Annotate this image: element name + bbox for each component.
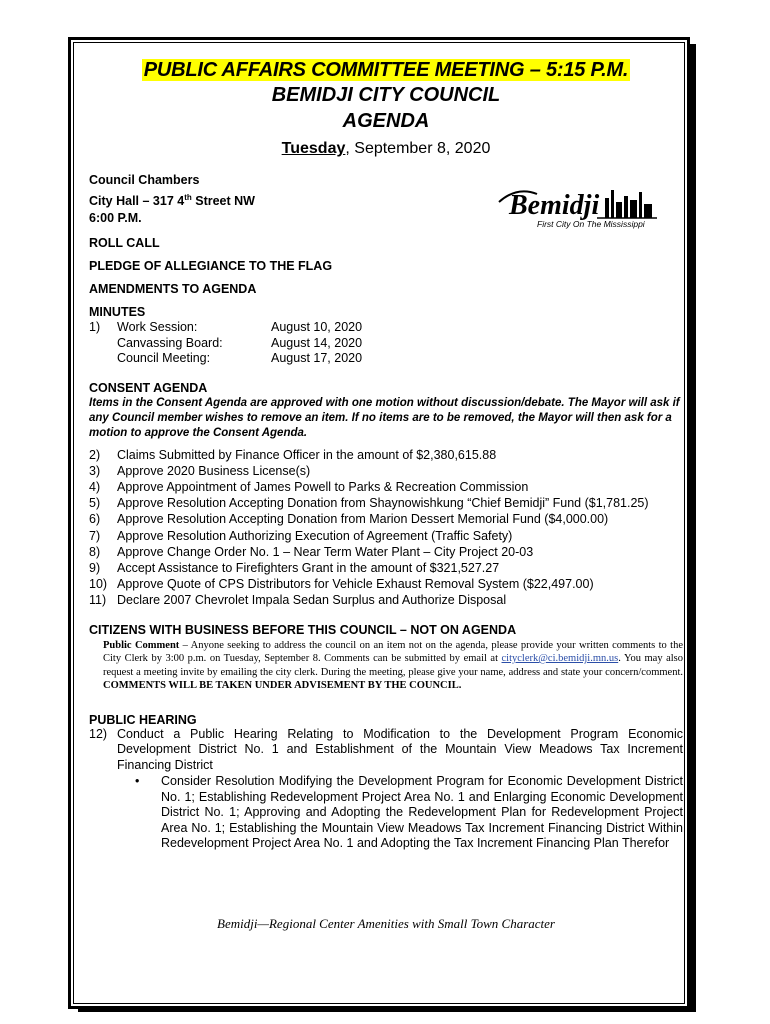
pledge-heading: PLEDGE OF ALLEGIANCE TO THE FLAG xyxy=(89,259,333,273)
item-text: Accept Assistance to Firefighters Grant in the amount of $321,527.27 xyxy=(117,560,500,575)
public-hearing-subitem xyxy=(133,774,683,852)
minutes-label: Canvassing Board: xyxy=(117,335,223,350)
citizens-heading: CITIZENS WITH BUSINESS BEFORE THIS COUNCIL – NOT ON AGENDA xyxy=(89,622,517,637)
public-comment-text-cont: . You may also request a meeting invite by emailing the city clerk. During the meeting, please give your name, address and state your concern/comment. xyxy=(103,653,684,678)
council-title: BEMIDJI CITY COUNCIL xyxy=(271,84,501,106)
list-item xyxy=(89,479,683,495)
item-number: 5) xyxy=(89,496,101,511)
list-item xyxy=(89,544,683,560)
public-hearing-item xyxy=(89,727,683,774)
item-number: 7) xyxy=(89,528,101,543)
advisement-notice: COMMENTS WILL BE TAKEN UNDER ADVISEMENT BY THE COUNCIL. xyxy=(103,680,462,692)
minutes-row xyxy=(89,320,683,336)
public-comment-label: Public Comment xyxy=(103,639,180,651)
item-number: 10) xyxy=(89,577,108,592)
list-item xyxy=(89,511,683,527)
meeting-date xyxy=(89,140,683,158)
citizens-description xyxy=(89,639,683,693)
item-text: Approve Quote of CPS Distributors for Vehicle Exhaust Removal System ($22,497.00) xyxy=(117,577,594,592)
location-time: 6:00 P.M. xyxy=(89,211,142,226)
minutes-row xyxy=(89,336,683,352)
minutes-list xyxy=(89,320,683,367)
item-text: Approve Resolution Accepting Donation from Shaynowishkung “Chief Bemidji” Fund ($1,781.25) xyxy=(117,496,649,511)
list-item xyxy=(89,576,683,592)
public-comment-text: – Anyone seeking to address the council on an item not on the agenda, please provide your written comments to the City Clerk by 3:00 p.m. on Tuesday, September 8. Comments can be submitted by email at xyxy=(103,639,683,665)
item-number: 2) xyxy=(89,447,101,462)
bemidji-logo xyxy=(497,180,662,230)
meeting-banner xyxy=(89,59,683,82)
minutes-label: Work Session: xyxy=(117,320,198,334)
meeting-day: Tuesday xyxy=(281,140,346,157)
item-number: 8) xyxy=(89,544,101,559)
minutes-date: August 10, 2020 xyxy=(271,320,363,334)
item-text: Conduct a Public Hearing Relating to Modification to the Development Program Economic Development District No. 1 and Establishment of the Mountain View Meadows Tax Increment Financing District xyxy=(117,726,683,772)
bullet-icon: • xyxy=(135,774,140,789)
location-block xyxy=(89,172,683,229)
item-text: Approve Appointment of James Powell to Parks & Recreation Commission xyxy=(117,479,529,494)
footer-tagline: Bemidji—Regional Center Amenities with Small Town Character xyxy=(217,916,555,931)
item-number: 9) xyxy=(89,560,101,575)
list-item xyxy=(89,528,683,544)
item-number: 4) xyxy=(89,479,101,494)
item-number: 6) xyxy=(89,512,101,527)
agenda-page xyxy=(89,55,683,852)
list-item xyxy=(89,592,683,608)
item-text: Claims Submitted by Finance Officer in the amount of $2,380,615.88 xyxy=(117,447,497,462)
item-text: Approve Resolution Authorizing Execution of Agreement (Traffic Safety) xyxy=(117,528,513,543)
consent-items xyxy=(89,447,683,609)
minutes-date: August 14, 2020 xyxy=(271,335,363,350)
minutes-heading: MINUTES xyxy=(89,305,146,319)
list-item xyxy=(89,560,683,576)
consent-heading: CONSENT AGENDA xyxy=(89,380,208,395)
banner-text: PUBLIC AFFAIRS COMMITTEE MEETING – 5:15 P.M. xyxy=(143,59,629,81)
roll-call-heading: ROLL CALL xyxy=(89,236,160,250)
amendments-heading: AMENDMENTS TO AGENDA xyxy=(89,282,257,296)
address-ordinal: th xyxy=(184,193,192,202)
clerk-email-link[interactable]: cityclerk@ci.bemidji.mn.us xyxy=(501,653,619,665)
item-text: Approve Resolution Accepting Donation from Marion Dessert Memorial Fund ($4,000.00) xyxy=(117,512,609,527)
logo-wordmark: Bemidji xyxy=(509,190,600,221)
item-number: 12) xyxy=(89,726,108,741)
item-number: 11) xyxy=(89,593,107,608)
meeting-date-rest: , September 8, 2020 xyxy=(345,140,491,157)
minutes-date: August 17, 2020 xyxy=(271,351,363,365)
consent-description: Items in the Consent Agenda are approved with one motion without discussion/debate. The Mayor will ask if any Council member wishes to remove an item. If no items are to be removed, the Mayor will then ask for a motion to approve the Consent Agenda. xyxy=(89,396,680,439)
item-text: Approve Change Order No. 1 – Near Term Water Plant – City Project 20-03 xyxy=(117,544,534,559)
subitem-text: Consider Resolution Modifying the Development Program for Economic Development District No. 1; Establishing Redevelopment Project Area No. 1 and Enlarging Economic Development District No. 1; Approving and Adopting the Redevelopment Plan for Redevelopment Project Area No. 1; Establishing the Mountain View Meadows Tax Increment Financing District Within Redevelopment Project Area No. 1 and Adopting the Tax Increment Financing Plan Therefor xyxy=(161,774,683,851)
minutes-label: Council Meeting: xyxy=(117,351,211,365)
minutes-number xyxy=(89,351,117,367)
minutes-number: 1) xyxy=(89,320,101,334)
address-street-name: Street NW xyxy=(191,194,255,209)
minutes-row xyxy=(89,351,683,367)
item-text: Approve 2020 Business License(s) xyxy=(117,463,311,478)
minutes-number xyxy=(89,336,117,352)
list-item xyxy=(89,495,683,511)
location-room: Council Chambers xyxy=(89,173,200,187)
list-item xyxy=(89,447,683,463)
item-number: 3) xyxy=(89,463,101,478)
address-street-number: City Hall – 317 4 xyxy=(89,194,185,209)
agenda-title: AGENDA xyxy=(342,110,430,132)
logo-tagline: First City On The Mississippi xyxy=(537,219,645,229)
public-hearing-heading: PUBLIC HEARING xyxy=(89,712,197,727)
list-item xyxy=(89,463,683,479)
item-text: Declare 2007 Chevrolet Impala Sedan Surplus and Authorize Disposal xyxy=(117,593,507,608)
